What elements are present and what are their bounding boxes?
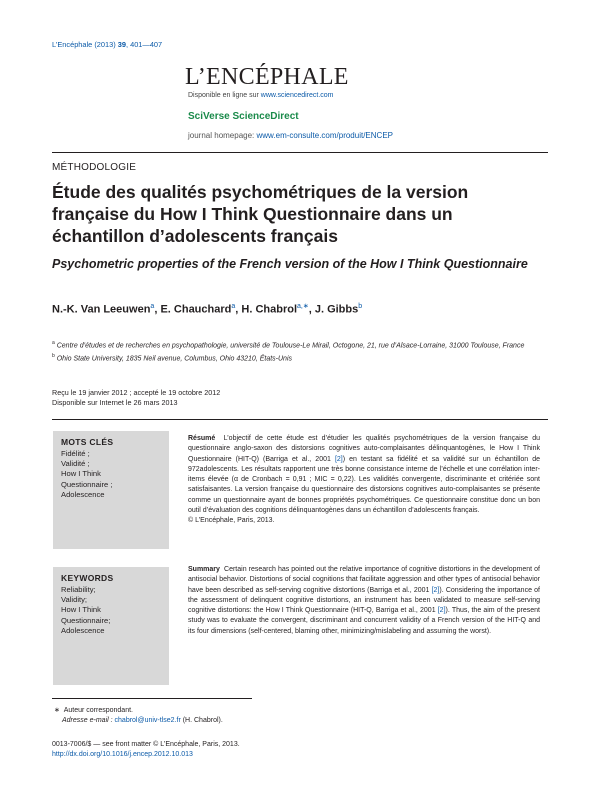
corresponding-author-footnote: ∗ Auteur correspondant. Adresse e-mail : chabrol@univ-tlse2.fr (H. Chabrol).	[53, 707, 223, 724]
copyright: © L’Encéphale, Paris, 2013.	[188, 517, 275, 525]
reference-link[interactable]: [2]	[437, 607, 446, 615]
received-date: Reçu le 19 janvier 2012 ; accepté le 19 octobre 2012	[52, 388, 221, 397]
reference-link[interactable]: [2]	[334, 455, 343, 463]
keywords-list	[61, 449, 169, 500]
abstract-english: Summary Certain research has pointed out the relative importance of cognitive distortions in the development of antisocial behavior. Distortions of social cognitions that facilitate aggression and other types of antisocial behavior have been described as self-serving cognitive distortions (Barriga et al., 2001 [2]). Considering the importance of the assessment of delinquent cognitive distortions, an instrument has been validated to measure self-serving cognitive distortions: the How I Think Questionnaire (HIT-Q, Barriga et al., 2001 [2]). Thus, the aim of the present study was to evaluate the convergent, discriminant and concurrent validity of a French version of the HIT-Q and its four dimensions (self-centered, blaming other, minimizing/mislabeling and assuming the worst).	[188, 566, 541, 635]
sciencedirect-link[interactable]: www.sciencedirect.com	[260, 92, 334, 99]
article-dates	[52, 388, 548, 408]
author-affiliation-ref[interactable]: b	[358, 303, 363, 310]
author-affiliation-ref[interactable]: a	[150, 303, 155, 310]
doi-link[interactable]: http://dx.doi.org/10.1016/j.encep.2012.10.013	[52, 751, 193, 758]
header-divider	[52, 152, 548, 153]
author: H. Chabrol	[241, 303, 298, 316]
keyword: Adolescence	[61, 489, 105, 499]
keyword: Fidélité ;	[61, 449, 90, 458]
front-matter-line: 0013-7006/$ — see front matter © L’Encéphale, Paris, 2013.	[52, 741, 240, 748]
title-french: Étude des qualités psychométriques de la version française du How I Think Questionnaire dans un échantillon d’adolescents français	[52, 182, 469, 246]
journal-citation: L’Encéphale (2013) 39, 401—407	[52, 40, 163, 49]
abstract-label: Summary	[188, 566, 220, 573]
abstract-french: Résumé L’objectif de cette étude est d’étudier les qualités psychométriques de la version française du questionnaire anglo-saxon des distorsions cognitives auto-complaisantes délinquantogènes, le How I Think Questionnaire (HIT-Q) (Barriga et al., 2001 [2]) en testant sa fidélité et sa validité sur un échantillon de 972adolescents. Les résultats rapportent une très bonne consistance interne de l’échelle et une corrélation inter-items élevée (α de Cronbach = 0,91 ; MIC = 0,22). Les validités convergente, discriminante et critériée sont satisfaisantes. La version française du questionnaire des distorsions cognitives auto-complaisantes se présente comme un questionnaire ayant de bonnes propriétés psychométriques. Ce questionnaire constitue donc un bon outil d’évaluation des cognitions délinquantogènes dans un échantillon d’adolescents français. © L’Encéphale, Paris, 2013.	[188, 434, 540, 527]
dates-divider	[52, 419, 548, 420]
homepage-link[interactable]: www.em-consulte.com/produit/ENCEP	[256, 131, 393, 140]
reference-link[interactable]: [2]	[431, 586, 440, 594]
keyword: Validity;	[61, 595, 88, 605]
keyword: Validité ;	[61, 459, 90, 469]
affiliations	[52, 338, 548, 365]
keyword: Reliability;	[61, 585, 96, 594]
available-online: Disponible en ligne sur www.sciencedirect.com	[188, 92, 334, 99]
keywords-box-english	[53, 567, 169, 685]
online-date: Disponible sur Internet le 26 mars 2013	[52, 398, 178, 407]
footnote-divider	[52, 698, 252, 699]
keywords-box-french	[53, 431, 169, 549]
keyword: How I Think	[61, 605, 101, 615]
author-affiliation-ref[interactable]: a	[231, 303, 236, 310]
keywords-heading: KEYWORDS	[61, 573, 114, 583]
title-english: Psychometric properties of the French version of the How I Think Questionnaire	[52, 257, 528, 271]
keyword: How I Think	[61, 469, 101, 479]
keyword: Adolescence	[61, 625, 105, 635]
journal-logo: L’ENCÉPHALE	[185, 64, 349, 90]
author-affiliation-ref[interactable]: a,∗	[297, 303, 309, 310]
issn-block	[52, 740, 548, 760]
author-email-link[interactable]: chabrol@univ-tlse2.fr	[114, 717, 181, 724]
keywords-list	[61, 585, 169, 636]
journal-homepage: journal homepage: www.em-consulte.com/produit/ENCEP	[188, 131, 393, 140]
affiliation: $^a$ Centre d’études et de recherches en psychopathologie, université de Toulouse-Le Mirail, Octogone, 21, rue d’Alsace-Lorraine, 31000 Toulouse, France	[52, 340, 525, 350]
abstract-label: Résumé	[188, 435, 216, 442]
sciverse-logo: SciVerse ScienceDirect	[188, 111, 299, 122]
section-label: MÉTHODOLOGIE	[52, 162, 137, 173]
author: E. Chauchard	[160, 303, 232, 316]
keywords-heading: MOTS CLÉS	[61, 437, 114, 447]
author-list: N.-K. Van Leeuwen$^a$, E. Chauchard$^a$, H. Chabrol$^{a,∗}$, J. Gibbs$^b$	[52, 303, 363, 316]
affiliation: $^b$ Ohio State University, 1835 Neil avenue, Columbus, Ohio 43210, États-Unis	[52, 353, 293, 363]
author: N.-K. Van Leeuwen	[52, 303, 151, 316]
author: J. Gibbs	[314, 303, 359, 316]
keyword: Questionnaire;	[61, 615, 111, 625]
keyword: Questionnaire ;	[61, 479, 113, 489]
